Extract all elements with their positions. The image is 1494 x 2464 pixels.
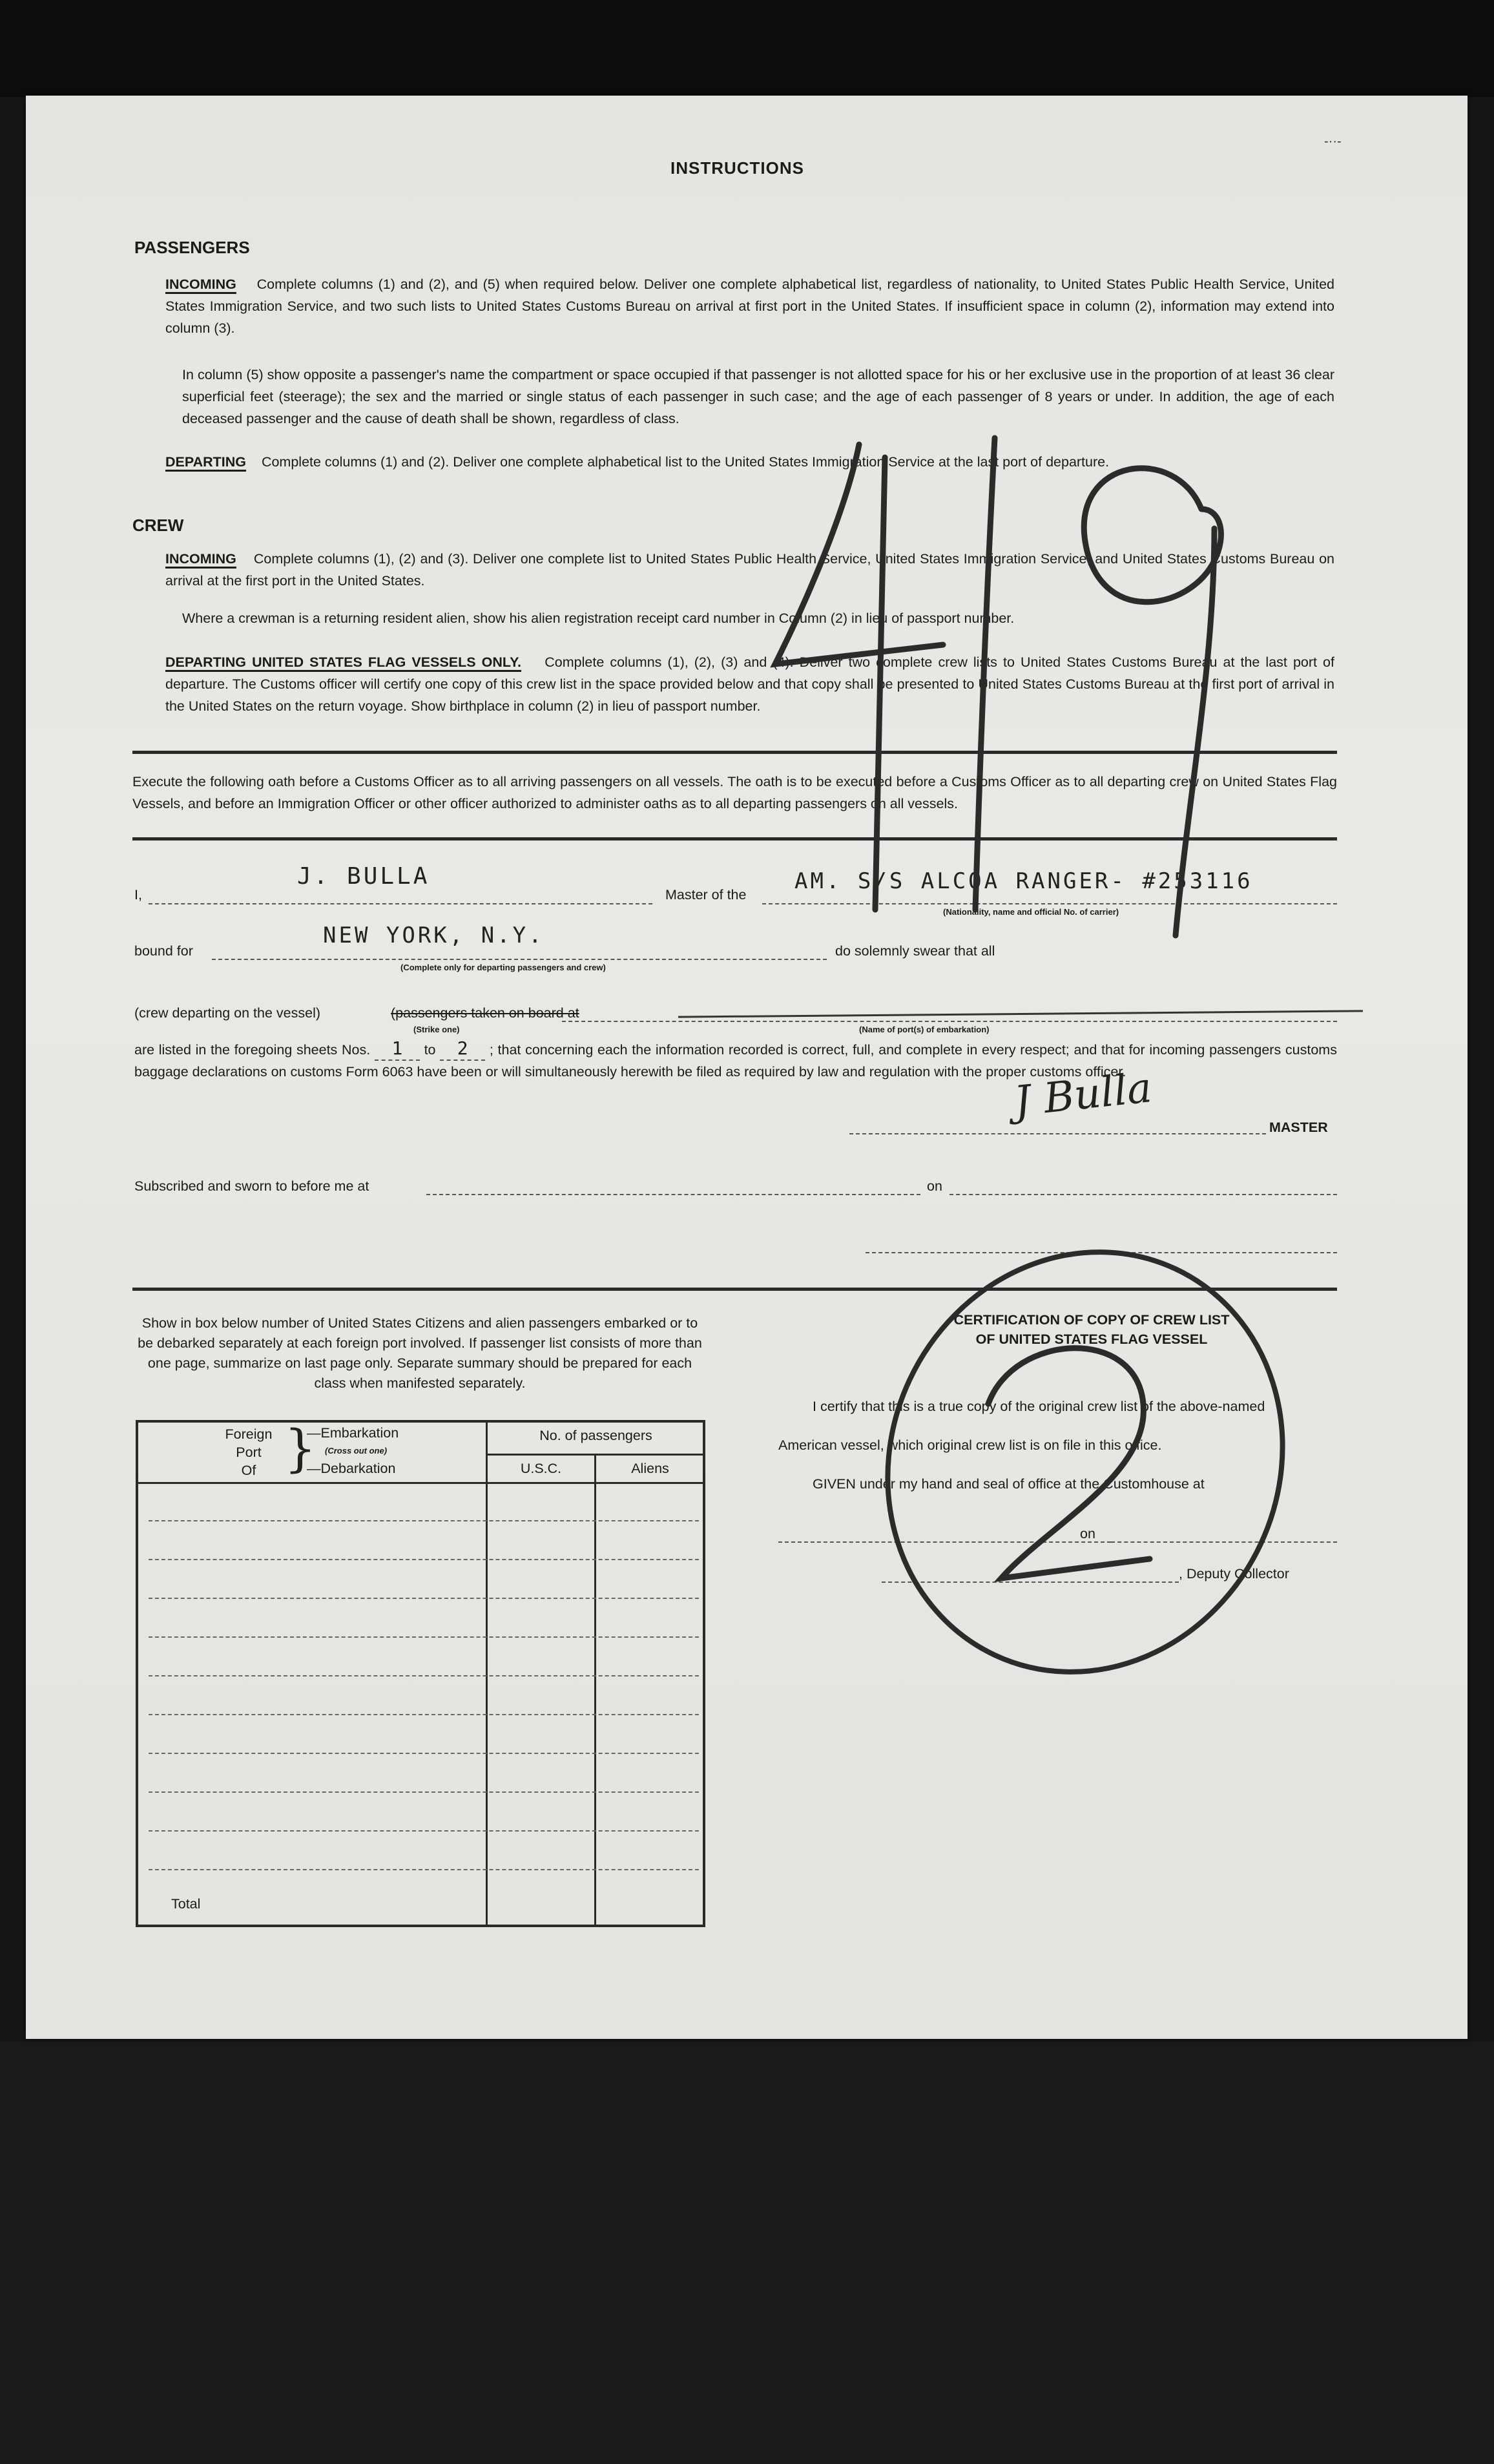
bound-for-label: bound for: [134, 943, 193, 959]
table-row: [149, 1714, 699, 1715]
vessel-name-handwritten: AM. S/S ALCOA RANGER- #253116: [794, 868, 1253, 894]
master-name-handwritten: J. BULLA: [297, 863, 430, 890]
crew-incoming-paragraph-2: Where a crewman is a returning resident alien, show his alien registration receipt card number in Column (2) in lieu of passport number.: [182, 611, 1015, 626]
subscribed-label: Subscribed and sworn to before me at: [134, 1178, 369, 1194]
table-row: [149, 1869, 699, 1870]
certify-text-1: I certify that this is a true copy of the original crew list of the above-named: [813, 1399, 1265, 1414]
table-col-divider: [486, 1421, 488, 1926]
table-col-divider: [594, 1454, 596, 1926]
certification-on-label: on: [1080, 1526, 1095, 1541]
table-row: [149, 1520, 699, 1521]
passengers-heading: PASSENGERS: [134, 238, 250, 257]
table-row: [149, 1559, 699, 1560]
aliens-header: Aliens: [631, 1461, 669, 1476]
ports-caption: (Name of port(s) of embarkation): [859, 1025, 990, 1034]
passengers-incoming-paragraph: [165, 273, 1334, 339]
passengers-departing-text: Complete columns (1) and (2). Deliver one complete alphabetical list to the United States Immigration Service at the last port of departure.: [261, 454, 1110, 470]
master-of-label: Master of the: [665, 887, 747, 903]
debarkation-label: —Debarkation: [307, 1461, 396, 1476]
signature-line: [849, 1133, 1266, 1134]
cross-out-caption: (Cross out one): [325, 1446, 388, 1456]
oath-instructions: Execute the following oath before a Customs Officer as to all arriving passengers on all vessels. The oath is to be executed before a Customs Officer as to all departing crew on United States Flag Vessels, and before an Immigration Officer or other officer authorized to administer oaths as to all departing passengers on all vessels.: [132, 774, 1337, 811]
certification-title-2: OF UNITED STATES FLAG VESSEL: [975, 1331, 1208, 1347]
handwritten-page-number: [736, 432, 1266, 948]
embarkation-label: —Embarkation: [307, 1425, 399, 1441]
vessel-caption: (Nationality, name and official No. of carrier): [943, 907, 1119, 917]
foreign-port-header: Foreign Port Of: [225, 1426, 273, 1478]
no-of-passengers-header: No. of passengers: [539, 1428, 652, 1443]
usc-header: U.S.C.: [520, 1461, 562, 1476]
passengers-incoming-text: Complete columns (1) and (2), and (5) when required below. Deliver one complete alphabetical list, regardless of nationality, to United States Public Health Service, United States Immigration Service, and two such lists to United States Customs Bureau on arrival at first port in the United States. If insufficient space in column (2), information may extend into column (3).: [165, 277, 1334, 336]
total-label: Total: [171, 1896, 201, 1912]
sheets-suffix: ; that concerning each the information recorded is correct, full, and complete in every respect; and that for incoming passengers customs baggage declarations on customs Form 6063 have been or will simultaneously herewith be filed as required by law and regulation with the proper customs officer.: [134, 1042, 1337, 1080]
passengers-struck-label: (passengers taken on board at: [391, 1005, 579, 1021]
crew-departing-label: DEPARTING UNITED STATES FLAG VESSELS ONLY.: [165, 654, 522, 670]
certification-title-1: CERTIFICATION OF COPY OF CREW LIST: [953, 1312, 1230, 1328]
crew-incoming-text: Complete columns (1), (2) and (3). Deliver one complete list to United States Public Health Service, United States Immigration Service, and United States Customs Bureau on arrival at the first port in the United States.: [165, 551, 1334, 589]
summary-instructions: Show in box below number of United States Citizens and alien passengers embarked or to be debarked separately at each foreign port involved. If passenger list consists of more than one page, summarize on last page only. Separate summary should be prepared for each class when manifested separately.: [138, 1315, 702, 1391]
master-label: MASTER: [1269, 1120, 1328, 1135]
table-row: [149, 1636, 699, 1638]
crew-departing-text: Complete columns (1), (2), (3) and (4). Deliver two complete crew lists to United States Customs Bureau at the last port of departure. The Customs officer will certify one copy of this crew list in the space provided below and that copy shall be presented to United States Customs Bureau at the first port of arrival in the United States on the return voyage. Show birthplace in column (2) in lieu of passport number.: [165, 654, 1334, 714]
brace-icon: }: [284, 1420, 316, 1478]
master-signature: J Bulla: [1012, 1064, 1154, 1126]
strike-caption: (Strike one): [413, 1025, 460, 1034]
crew-heading: CREW: [132, 516, 184, 535]
swear-label: do solemnly swear that all: [835, 943, 995, 959]
destination-line: [212, 959, 827, 960]
certify-text-2: American vessel, which original crew list is on file in this office.: [778, 1437, 1162, 1453]
table-row: [149, 1791, 699, 1793]
passengers-incoming-paragraph-2: In column (5) show opposite a passenger's name the compartment or space occupied if that passenger is not allotted space for his or her exclusive use in the proportion of at least 36 clear superficial feet (steerage); the sex and the married or single status of each passenger in such case; and the age of each passenger of 8 years or under. In addition, the age of each deceased passenger and the cause of death shall be shown, regardless of class.: [182, 367, 1334, 426]
sheet-to-handwritten: 2: [440, 1038, 485, 1061]
circled-2-strokes: [866, 1216, 1318, 1707]
destination-handwritten: NEW YORK, N.Y.: [323, 923, 545, 948]
sheets-to-label: to: [424, 1042, 436, 1058]
deputy-collector-label: , Deputy Collector: [1179, 1566, 1289, 1582]
table-row: [149, 1675, 699, 1676]
crew-departing-label: (crew departing on the vessel): [134, 1005, 321, 1021]
scan-border-top: [0, 0, 1494, 97]
sheet-from-handwritten: 1: [375, 1038, 420, 1061]
page-title: INSTRUCTIONS: [670, 158, 804, 178]
oath-i-label: I,: [134, 887, 142, 903]
table-row: [149, 1830, 699, 1832]
ports-line: [562, 1021, 1337, 1022]
strike-through-line: [678, 1010, 1363, 1018]
crew-incoming-label: INCOMING: [165, 551, 236, 567]
table-header-bottom: [137, 1482, 704, 1484]
master-name-line: [149, 903, 652, 904]
scan-border-bottom: [0, 2041, 1494, 2464]
subscribed-place-line: [426, 1194, 920, 1195]
destination-caption: (Complete only for departing passengers and crew): [400, 963, 606, 972]
passenger-summary-table: [136, 1420, 705, 1927]
passengers-incoming-label: INCOMING: [165, 277, 236, 292]
corner-mark: -··-: [1324, 134, 1342, 149]
passengers-departing-label: DEPARTING: [165, 454, 247, 470]
handwritten-circled-number: [866, 1216, 1318, 1707]
sheets-paragraph: [134, 1038, 1337, 1083]
subscribed-on-label: on: [927, 1178, 942, 1194]
given-text: GIVEN under my hand and seal of office at the Customhouse at: [813, 1476, 1205, 1492]
table-row: [149, 1598, 699, 1599]
handwritten-419-strokes: [736, 432, 1266, 948]
subscribed-date-line: [949, 1194, 1337, 1195]
sheets-prefix: are listed in the foregoing sheets Nos.: [134, 1042, 371, 1058]
table-header-divider: [487, 1454, 704, 1456]
table-row: [149, 1753, 699, 1754]
document-page: [26, 96, 1468, 2039]
